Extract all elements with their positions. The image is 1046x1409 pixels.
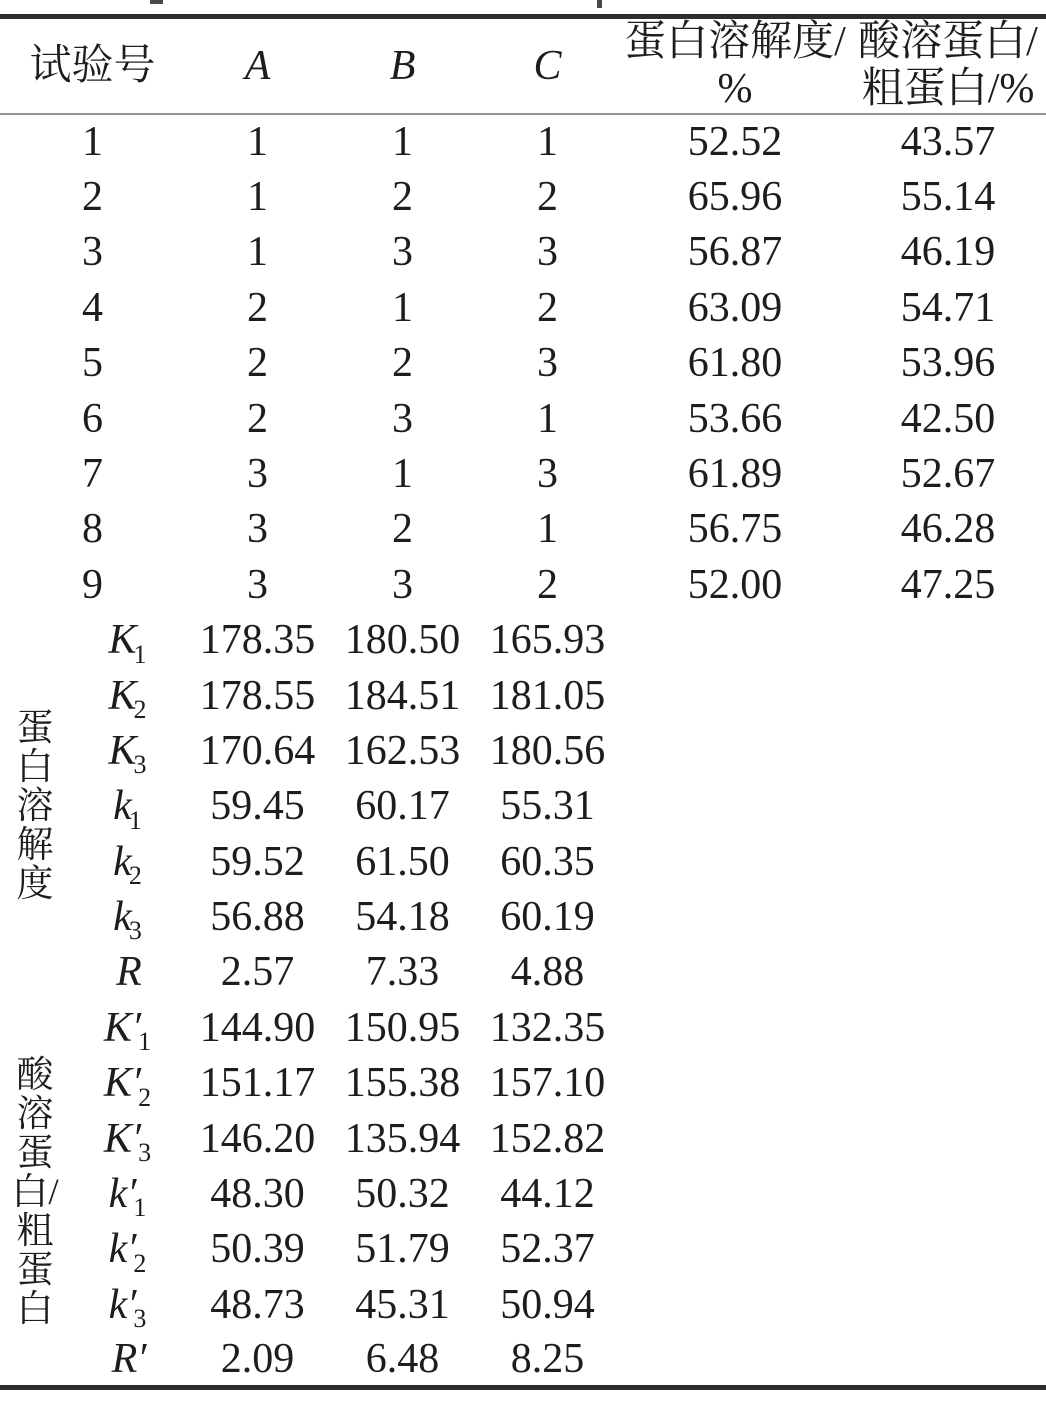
group-label-char: 蛋 (16, 1133, 54, 1175)
empty-cell (850, 1277, 1046, 1332)
cell-solubility: 56.75 (687, 506, 783, 553)
stat-b: 135.94 (344, 1115, 461, 1162)
cell-a: 3 (247, 506, 269, 553)
stat-c: 8.25 (510, 1335, 585, 1382)
cell-test-no: 8 (82, 506, 103, 553)
cell-c: 2 (537, 561, 559, 608)
group-label-char: 白 (16, 1289, 54, 1331)
stat-row (0, 1111, 1046, 1166)
empty-cell (850, 779, 1046, 834)
cell-c: 2 (537, 284, 559, 331)
stat-a: 170.64 (199, 727, 316, 774)
empty-cell (620, 834, 850, 889)
stat-label (70, 1222, 185, 1277)
stat-row (0, 945, 1046, 1000)
stat-row (0, 1333, 1046, 1388)
empty-cell (850, 613, 1046, 668)
stat-row (0, 723, 1046, 778)
stat-label-base: R (116, 949, 142, 996)
stat-b: 184.51 (344, 672, 461, 719)
experiment-row (0, 114, 1046, 169)
cell-acid: 46.19 (900, 229, 996, 276)
cell-test-no: 7 (82, 450, 103, 497)
stat-label (70, 613, 185, 668)
experiment-row (0, 446, 1046, 501)
stat-a: 56.88 (210, 894, 305, 941)
stat-b: 7.33 (365, 949, 440, 996)
stat-row (0, 668, 1046, 723)
stat-c: 165.93 (489, 617, 606, 664)
cell-acid: 46.28 (900, 506, 996, 553)
cell-acid: 47.25 (900, 561, 996, 608)
stat-label-base: K (108, 727, 137, 774)
empty-cell (620, 1277, 850, 1332)
stat-a: 2.57 (220, 949, 295, 996)
empty-cell (850, 1333, 1046, 1388)
stat-label-sub: 2 (138, 1082, 152, 1112)
stat-b: 61.50 (355, 838, 450, 885)
stat-a: 59.45 (210, 783, 305, 830)
cell-test-no: 4 (82, 284, 103, 331)
cell-b: 2 (392, 506, 414, 553)
stat-row (0, 779, 1046, 834)
empty-cell (620, 613, 850, 668)
cell-b: 2 (392, 173, 414, 220)
stat-label-sub: 2 (133, 1248, 147, 1278)
stat-a: 144.90 (199, 1004, 316, 1051)
cell-acid: 42.50 (900, 395, 996, 442)
cell-b: 3 (392, 229, 414, 276)
cell-acid: 53.96 (900, 340, 996, 387)
empty-cell (620, 1333, 850, 1388)
experiment-row (0, 391, 1046, 446)
stat-label (70, 723, 185, 778)
empty-cell (620, 889, 850, 944)
stat-a: 178.35 (199, 617, 316, 664)
cell-a: 1 (247, 119, 269, 166)
empty-cell (620, 1000, 850, 1055)
cell-solubility: 65.96 (687, 173, 783, 220)
stat-row (0, 1222, 1046, 1277)
cell-c: 2 (537, 173, 559, 220)
empty-cell (850, 1056, 1046, 1111)
cell-solubility: 53.66 (687, 395, 783, 442)
stat-row (0, 834, 1046, 889)
cell-solubility: 52.00 (687, 561, 783, 608)
cell-acid: 55.14 (900, 173, 996, 220)
stat-label-base: K′ (103, 1004, 142, 1051)
stat-b: 180.50 (344, 617, 461, 664)
cell-solubility: 56.87 (687, 229, 783, 276)
experiment-row (0, 557, 1046, 612)
cell-b: 1 (392, 450, 414, 497)
stat-label-sub: 1 (128, 805, 142, 835)
stat-label (70, 1333, 185, 1388)
group-label-char: 度 (16, 863, 54, 905)
stat-b: 60.17 (355, 783, 450, 830)
cell-c: 3 (537, 229, 559, 276)
stat-b: 162.53 (344, 727, 461, 774)
stat-label (70, 889, 185, 944)
empty-cell (850, 723, 1046, 778)
stat-label (70, 834, 185, 889)
header-solubility-line2: % (717, 66, 753, 112)
cell-a: 2 (247, 284, 269, 331)
group-label-char: 粗 (16, 1211, 54, 1253)
stat-b: 54.18 (355, 894, 450, 941)
stat-b: 155.38 (344, 1060, 461, 1107)
stat-label-base: k′ (108, 1226, 137, 1273)
cell-solubility: 52.52 (687, 119, 783, 166)
cell-c: 1 (537, 506, 559, 553)
cell-test-no: 1 (82, 119, 103, 166)
stat-label-base: k′ (108, 1171, 137, 1218)
stat-c: 181.05 (489, 672, 606, 719)
header-factor-b: B (389, 42, 416, 89)
stat-label (70, 1000, 185, 1055)
stat-c: 55.31 (500, 783, 595, 830)
stat-c: 152.82 (489, 1115, 606, 1162)
cell-b: 3 (392, 561, 414, 608)
stat-label (70, 1277, 185, 1332)
cell-a: 3 (247, 561, 269, 608)
empty-cell (620, 1166, 850, 1221)
stat-label-sub: 3 (133, 750, 147, 780)
stat-a: 151.17 (199, 1060, 316, 1107)
group-label-char: 蛋 (16, 707, 54, 749)
stat-row (0, 889, 1046, 944)
cell-c: 1 (537, 119, 559, 166)
cell-a: 2 (247, 395, 269, 442)
experiment-row (0, 502, 1046, 557)
stat-label-sub: 2 (128, 861, 142, 891)
stat-label-sub: 1 (133, 639, 147, 669)
cell-a: 3 (247, 450, 269, 497)
stat-c: 60.35 (500, 838, 595, 885)
stat-row (0, 1277, 1046, 1332)
experiment-row (0, 280, 1046, 335)
stat-label-sub: 1 (138, 1027, 152, 1057)
stat-label (70, 1056, 185, 1111)
stat-c: 60.19 (500, 894, 595, 941)
header-solubility-line1: 蛋白溶解度/ (624, 19, 846, 65)
stat-label-base: K′ (103, 1060, 142, 1107)
cell-acid: 54.71 (900, 284, 996, 331)
stat-a: 48.73 (210, 1281, 305, 1328)
stat-row (0, 1000, 1046, 1055)
cell-test-no: 5 (82, 340, 103, 387)
stat-a: 48.30 (210, 1171, 305, 1218)
stat-a: 2.09 (220, 1335, 295, 1382)
orthogonal-experiment-table (0, 14, 1046, 1390)
cell-a: 1 (247, 173, 269, 220)
experiment-row (0, 225, 1046, 280)
header-acid-line2: 粗蛋白/% (861, 66, 1035, 112)
empty-cell (850, 1222, 1046, 1277)
header-factor-c: C (533, 42, 562, 89)
cell-acid: 52.67 (900, 450, 996, 497)
cell-b: 1 (392, 119, 414, 166)
empty-cell (850, 889, 1046, 944)
group-label-char: 溶 (16, 1094, 54, 1136)
group-label-char: 解 (16, 824, 54, 866)
table-header (0, 17, 1046, 115)
cell-solubility: 61.89 (687, 450, 783, 497)
cell-b: 1 (392, 284, 414, 331)
stat-label-sub: 3 (133, 1304, 147, 1334)
cell-c: 1 (537, 395, 559, 442)
solubility-stats-rows (0, 613, 1046, 1001)
header-test-no: 试验号 (29, 42, 156, 89)
empty-cell (620, 779, 850, 834)
stat-a: 50.39 (210, 1226, 305, 1273)
stat-b: 51.79 (355, 1226, 450, 1273)
cropped-caption-remnant (597, 0, 602, 8)
stat-c: 132.35 (489, 1004, 606, 1051)
stat-label-base: k (113, 783, 132, 830)
cell-test-no: 2 (82, 173, 103, 220)
header-acid-line1: 酸溶蛋白/ (858, 19, 1038, 65)
stat-label-base: R′ (111, 1335, 147, 1382)
stat-label-sub: 3 (138, 1138, 152, 1168)
stat-b: 45.31 (355, 1281, 450, 1328)
cell-solubility: 63.09 (687, 284, 783, 331)
stat-b: 50.32 (355, 1171, 450, 1218)
header-factor-a: A (244, 42, 271, 89)
header-acid-ratio (850, 17, 1046, 115)
empty-cell (620, 723, 850, 778)
cell-b: 3 (392, 395, 414, 442)
empty-cell (620, 945, 850, 1000)
cell-test-no: 3 (82, 229, 103, 276)
group-label-acid (0, 1000, 70, 1388)
empty-cell (620, 1222, 850, 1277)
empty-cell (850, 668, 1046, 723)
empty-cell (850, 834, 1046, 889)
experiment-row (0, 169, 1046, 224)
empty-cell (620, 668, 850, 723)
empty-cell (850, 945, 1046, 1000)
cell-c: 3 (537, 340, 559, 387)
group-label-char: 白/ (11, 1172, 59, 1214)
experiment-row (0, 336, 1046, 391)
group-label-char: 白 (16, 746, 54, 788)
stat-label (70, 668, 185, 723)
stat-row (0, 1056, 1046, 1111)
cell-test-no: 6 (82, 395, 103, 442)
stat-c: 157.10 (489, 1060, 606, 1107)
stat-row (0, 613, 1046, 668)
cell-c: 3 (537, 450, 559, 497)
group-label-char: 酸 (16, 1055, 54, 1097)
cell-solubility: 61.80 (687, 340, 783, 387)
cell-b: 2 (392, 340, 414, 387)
stat-a: 146.20 (199, 1115, 316, 1162)
stat-label-base: K (108, 672, 137, 719)
acid-stats-rows (0, 1000, 1046, 1388)
stat-a: 178.55 (199, 672, 316, 719)
stat-row (0, 1166, 1046, 1221)
group-label-char: 蛋 (16, 1250, 54, 1292)
cell-test-no: 9 (82, 561, 103, 608)
stat-label-sub: 3 (128, 916, 142, 946)
stat-c: 44.12 (500, 1171, 595, 1218)
stat-c: 4.88 (510, 949, 585, 996)
experiment-rows (0, 114, 1046, 613)
stat-label-base: k (113, 894, 132, 941)
cell-a: 1 (247, 229, 269, 276)
empty-cell (850, 1000, 1046, 1055)
stat-label (70, 1111, 185, 1166)
cell-acid: 43.57 (900, 119, 996, 166)
header-solubility (620, 17, 850, 115)
stat-label-base: k (113, 838, 132, 885)
stat-label-base: K′ (103, 1115, 142, 1162)
group-label-solubility (0, 613, 70, 1001)
empty-cell (850, 1166, 1046, 1221)
cell-a: 2 (247, 340, 269, 387)
empty-cell (620, 1111, 850, 1166)
empty-cell (850, 1111, 1046, 1166)
stat-c: 180.56 (489, 727, 606, 774)
stat-label (70, 945, 185, 1000)
stat-label-sub: 1 (133, 1193, 147, 1223)
stat-label-sub: 2 (133, 694, 147, 724)
header-row (0, 17, 1046, 115)
stat-label-base: K (108, 617, 137, 664)
stat-c: 50.94 (500, 1281, 595, 1328)
stat-label (70, 1166, 185, 1221)
stat-a: 59.52 (210, 838, 305, 885)
stat-c: 52.37 (500, 1226, 595, 1273)
empty-cell (620, 1056, 850, 1111)
stat-label (70, 779, 185, 834)
group-label-char: 溶 (16, 785, 54, 827)
stat-b: 150.95 (344, 1004, 461, 1051)
stat-label-base: k′ (108, 1281, 137, 1328)
stat-b: 6.48 (365, 1335, 440, 1382)
cropped-caption-remnant (150, 0, 163, 4)
